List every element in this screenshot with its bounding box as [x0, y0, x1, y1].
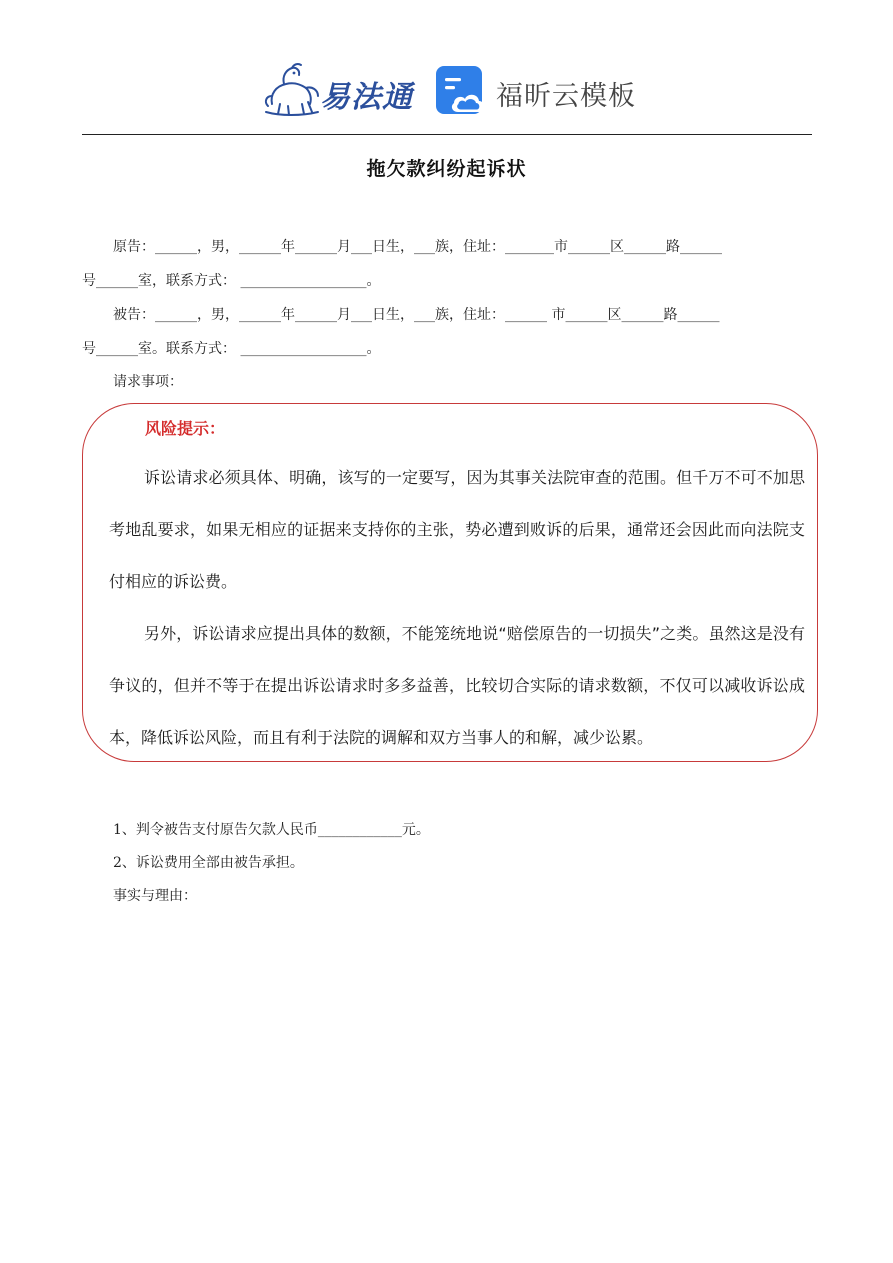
brand-yifatong: 易法通 [320, 80, 413, 115]
cloud-document-icon [436, 66, 488, 118]
risk-notice-paragraph-1: 诉讼请求必须具体、明确，该写的一定要写，因为其事关法院审查的范围。但千万不可不加思考地乱要求，如果无相应的证据来支持你的主张，势必遭到败诉的后果，通常还会因此而向法院支付相应的诉讼费。 [109, 468, 805, 591]
plaintiff-line-2: 号______室，联系方式： __________________。 [82, 273, 381, 289]
risk-notice-title: 风险提示： [145, 419, 226, 438]
risk-notice-box [82, 403, 818, 762]
risk-notice-paragraph-2: 另外，诉讼请求应提出具体的数额，不能笼统地说“赔偿原告的一切损失”之类。虽然这是没有争议的，但并不等于在提出诉讼请求时多多益善，比较切合实际的请求数额，不仅可以减收诉讼成本，降低诉讼风险，而且有利于法院的调解和双方当事人的和解，减少讼累。 [109, 624, 805, 747]
header-divider [82, 134, 812, 135]
claim-item-2: 2、诉讼费用全部由被告承担。 [113, 855, 304, 871]
document-title: 拖欠款纠纷起诉状 [366, 158, 527, 180]
facts-heading: 事实与理由： [113, 888, 197, 904]
claim-item-1: 1、判令被告支付原告欠款人民币____________元。 [113, 822, 430, 838]
claims-heading: 请求事项： [113, 374, 183, 390]
brand-foxit-cloud-template: 福昕云模板 [496, 81, 636, 112]
page-header [0, 58, 893, 124]
defendant-line-1: 被告：______，男，______年______月___日生，___族，住址：______ 市______区______路______ [113, 307, 720, 323]
plaintiff-line-1: 原告：______，男，______年______月___日生，___族，住址：_______市______区______路______ [113, 239, 722, 255]
defendant-line-2: 号______室。联系方式： __________________。 [82, 341, 381, 357]
qilin-logo-icon [262, 62, 322, 118]
